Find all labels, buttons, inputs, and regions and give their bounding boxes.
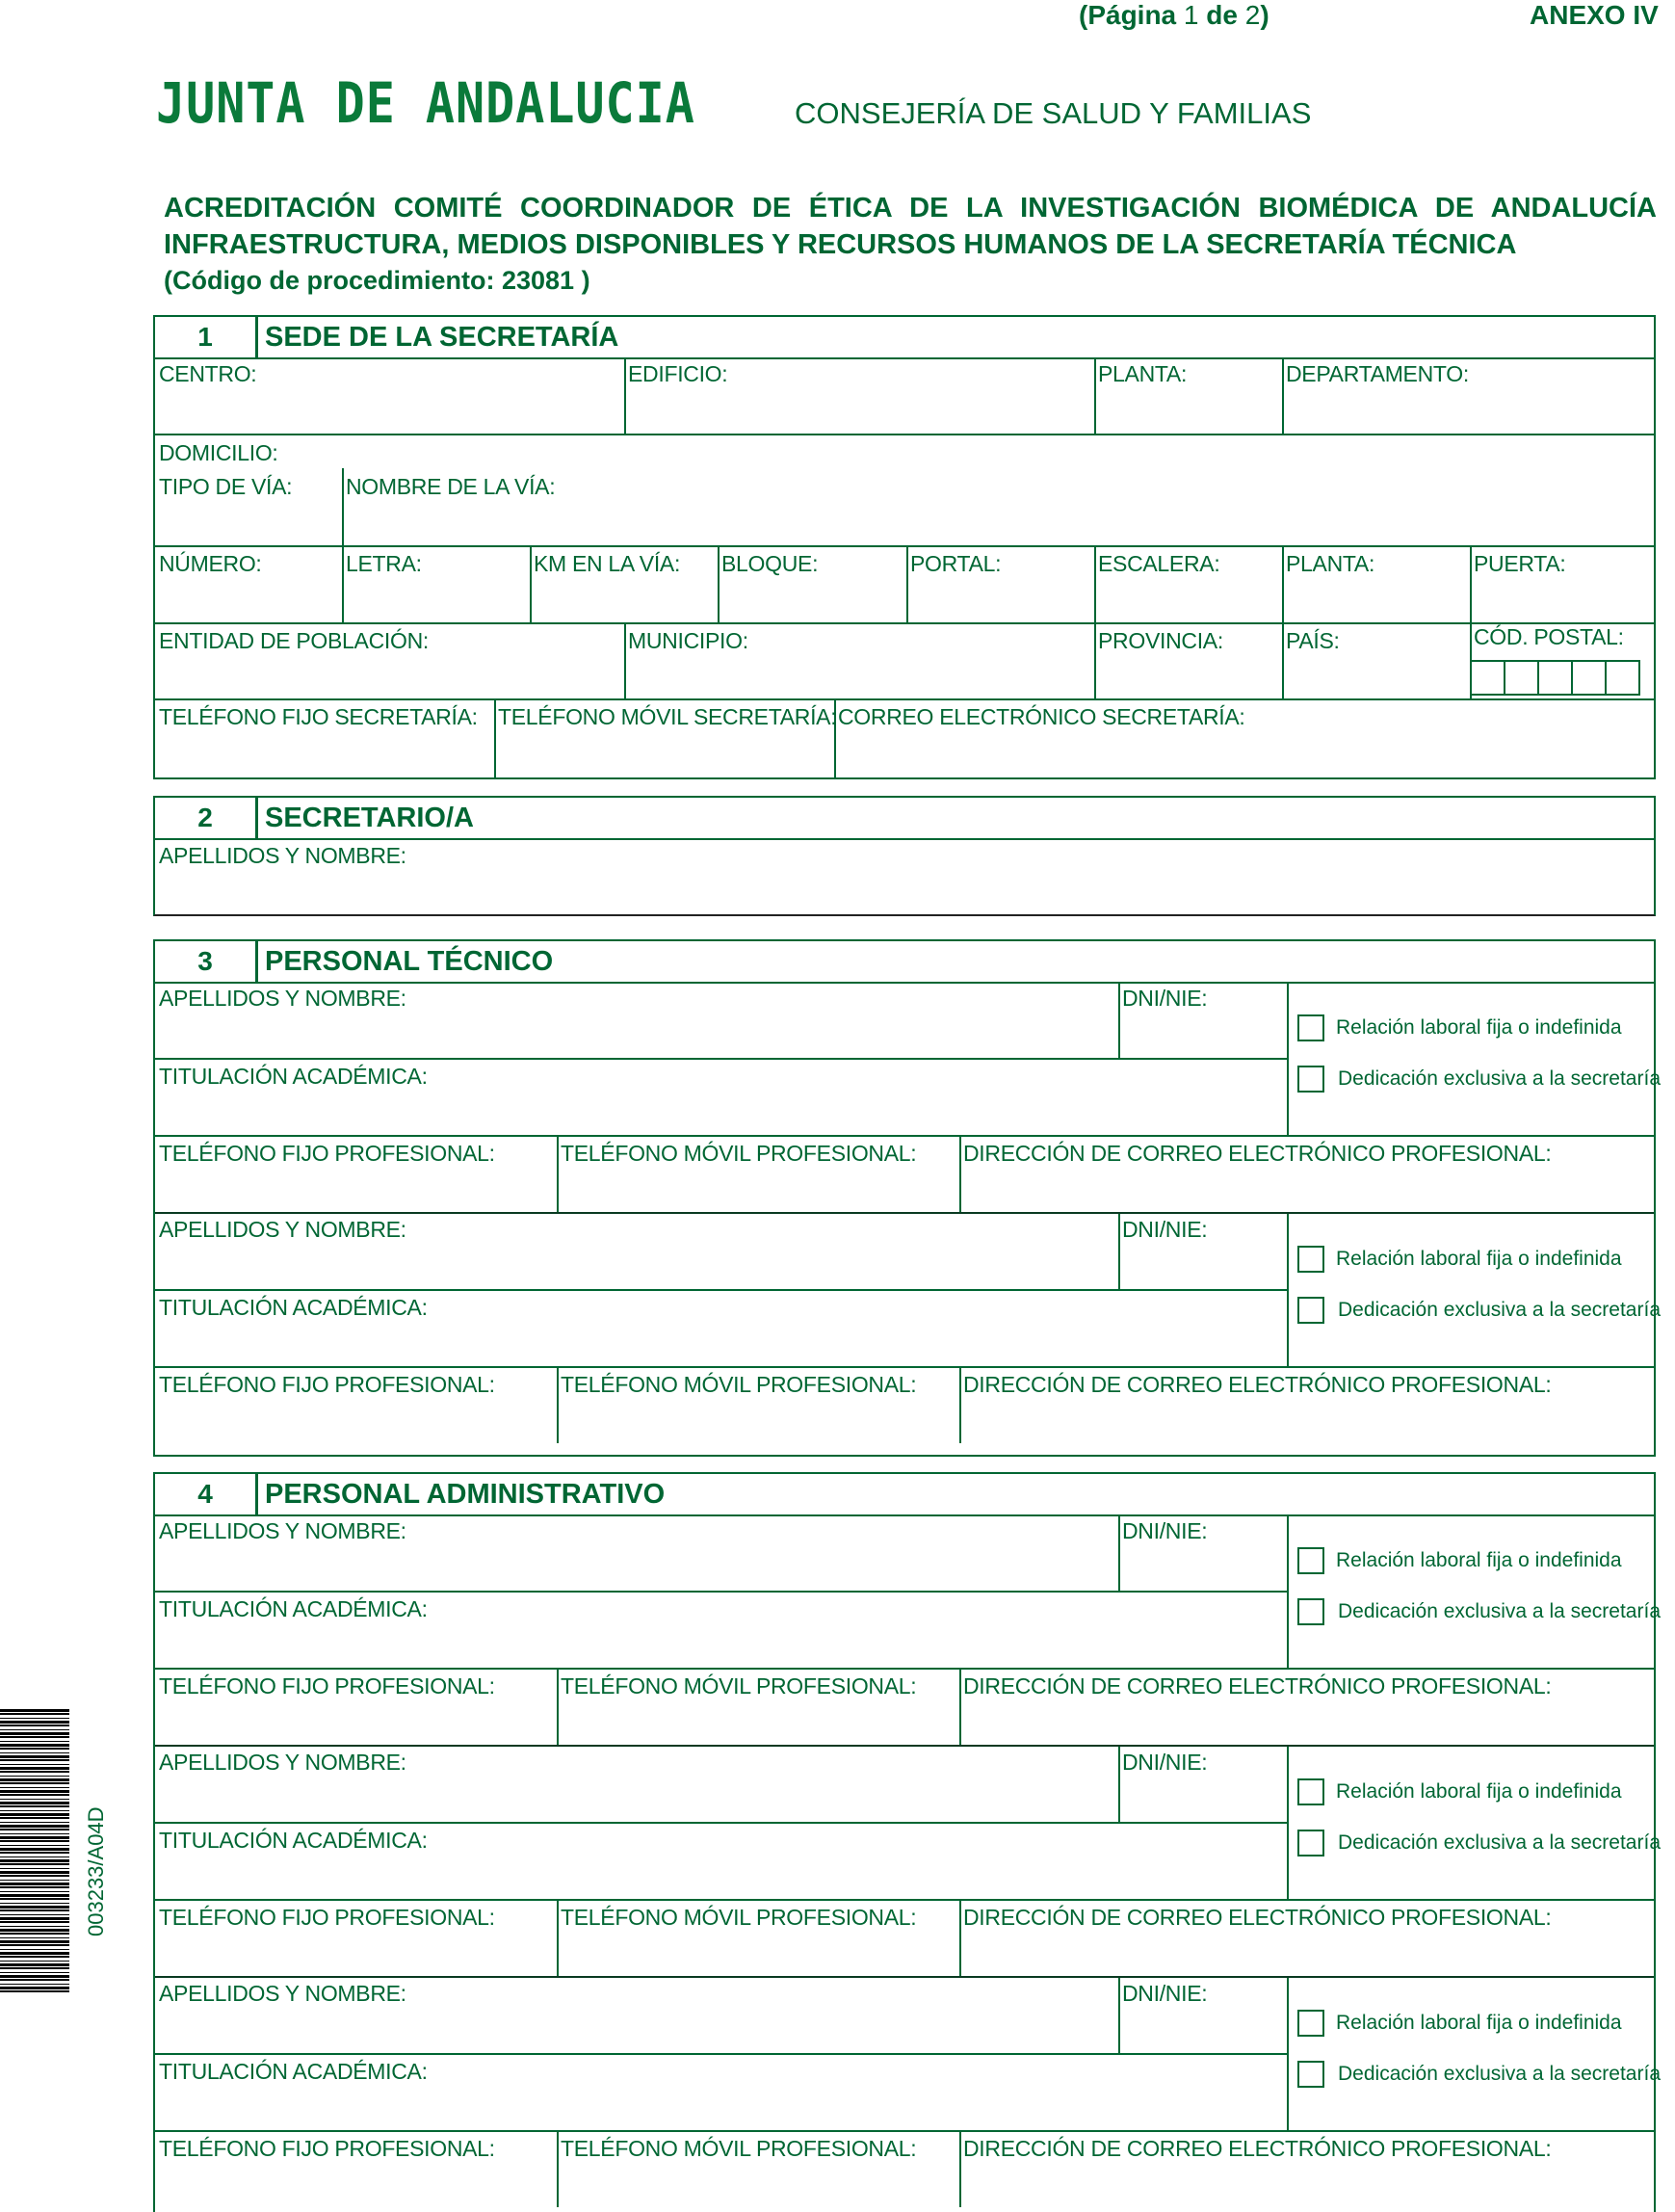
telefono-fijo-profesional-field[interactable] — [155, 1135, 557, 1212]
field-label: PORTAL: — [910, 551, 1002, 576]
person-block — [155, 983, 1661, 1214]
section-number: 2 — [155, 798, 258, 838]
telefono-movil-profesional-field[interactable] — [557, 1899, 959, 1976]
checkbox-label: Relación laboral fija o indefinida — [1336, 2012, 1622, 2034]
checkbox-label: Relación laboral fija o indefinida — [1336, 1016, 1622, 1039]
telefono-fijo-profesional-field[interactable] — [155, 1899, 557, 1976]
telefono-movil-profesional-field[interactable] — [557, 2130, 959, 2207]
field-label: DEPARTAMENTO: — [1286, 361, 1469, 386]
dedicacion-exclusiva-checkbox[interactable] — [1297, 1297, 1324, 1324]
page-of: de — [1206, 0, 1238, 30]
telefono-fijo-secretaria-field[interactable] — [155, 698, 494, 777]
field-label: CÓD. POSTAL: — [1474, 624, 1624, 649]
page-total: 2 — [1244, 0, 1261, 30]
checkbox-label: Relación laboral fija o indefinida — [1336, 1549, 1622, 1571]
field-label: PROVINCIA: — [1098, 628, 1223, 653]
field-label: MUNICIPIO: — [628, 628, 748, 653]
section-header — [155, 941, 1654, 984]
field-label: DNI/NIE: — [1122, 1518, 1208, 1543]
cp-digit-box[interactable] — [1537, 660, 1573, 696]
checkbox-label: Relación laboral fija o indefinida — [1336, 1248, 1622, 1270]
section-number: 4 — [155, 1474, 258, 1514]
field-label: DIRECCIÓN DE CORREO ELECTRÓNICO PROFESIONAL: — [963, 1141, 1552, 1166]
field-label: TELÉFONO FIJO SECRETARÍA: — [159, 704, 478, 729]
tipo-via-field[interactable] — [155, 468, 342, 545]
planta2-field[interactable] — [1282, 545, 1470, 622]
correo-profesional-field[interactable] — [959, 1899, 1654, 1976]
numero-field[interactable] — [155, 545, 342, 622]
field-label: CENTRO: — [159, 361, 257, 386]
field-label: DIRECCIÓN DE CORREO ELECTRÓNICO PROFESIONAL: — [963, 1372, 1552, 1397]
titulacion-field[interactable] — [155, 1289, 1287, 1366]
field-label: DIRECCIÓN DE CORREO ELECTRÓNICO PROFESIONAL: — [963, 2136, 1552, 2161]
section-header — [155, 1474, 1654, 1516]
field-label: DIRECCIÓN DE CORREO ELECTRÓNICO PROFESIONAL: — [963, 1673, 1552, 1698]
field-label: NÚMERO: — [159, 551, 262, 576]
dedicacion-exclusiva-checkbox[interactable] — [1297, 1066, 1324, 1093]
field-label: PUERTA: — [1474, 551, 1566, 576]
correo-profesional-field[interactable] — [959, 1366, 1654, 1443]
field-label: PLANTA: — [1286, 551, 1375, 576]
correo-profesional-field[interactable] — [959, 1135, 1654, 1212]
correo-profesional-field[interactable] — [959, 2130, 1654, 2207]
field-label: TITULACIÓN ACADÉMICA: — [159, 1828, 428, 1853]
telefono-movil-profesional-field[interactable] — [557, 1135, 959, 1212]
apellidos-nombre-field[interactable] — [155, 1214, 1118, 1289]
dedicacion-exclusiva-checkbox[interactable] — [1297, 1830, 1324, 1856]
domicilio-label — [155, 434, 444, 468]
field-label: DIRECCIÓN DE CORREO ELECTRÓNICO PROFESIONAL: — [963, 1905, 1552, 1930]
anexo-label: ANEXO IV — [1530, 0, 1659, 30]
page-prefix: (Página — [1079, 0, 1177, 30]
document-code: 003233/A04D — [84, 1806, 108, 1936]
field-label: TELÉFONO MÓVIL PROFESIONAL: — [561, 2136, 917, 2161]
field-label: TELÉFONO MÓVIL PROFESIONAL: — [561, 1673, 917, 1698]
apellidos-nombre-field[interactable] — [155, 983, 1118, 1058]
codigo-postal-field[interactable] — [1470, 622, 1654, 698]
field-label: APELLIDOS Y NOMBRE: — [159, 843, 406, 868]
pais-field[interactable] — [1282, 622, 1470, 698]
departamento-field[interactable] — [1282, 358, 1654, 434]
titulacion-field[interactable] — [155, 2053, 1287, 2130]
telefono-fijo-profesional-field[interactable] — [155, 1668, 557, 1745]
telefono-fijo-profesional-field[interactable] — [155, 2130, 557, 2207]
checkbox-label: Dedicación exclusiva a la secretaría — [1338, 2063, 1661, 2085]
field-label: TELÉFONO MÓVIL PROFESIONAL: — [561, 1905, 917, 1930]
field-label: APELLIDOS Y NOMBRE: — [159, 1981, 406, 2006]
field-label: TITULACIÓN ACADÉMICA: — [159, 1596, 428, 1621]
checkbox-label: Dedicación exclusiva a la secretaría — [1338, 1831, 1661, 1854]
consejeria-name: CONSEJERÍA DE SALUD Y FAMILIAS — [795, 96, 1312, 130]
field-label: TELÉFONO FIJO PROFESIONAL: — [159, 1905, 495, 1930]
section-personal-tecnico — [153, 939, 1661, 1457]
page-indicator — [1079, 0, 1269, 31]
section-header — [155, 798, 1654, 840]
cp-digit-box[interactable] — [1504, 660, 1539, 696]
municipio-field[interactable] — [624, 622, 1094, 698]
junta-logo: JUNTA DE ANDALUCIA — [156, 71, 695, 136]
section-number: 3 — [155, 941, 258, 982]
field-label: LETRA: — [346, 551, 422, 576]
section-title: PERSONAL ADMINISTRATIVO — [265, 1479, 666, 1510]
field-label: TELÉFONO FIJO PROFESIONAL: — [159, 2136, 495, 2161]
dni-nie-field[interactable] — [1118, 1214, 1287, 1289]
field-label: TELÉFONO FIJO PROFESIONAL: — [159, 1372, 495, 1397]
section-sede — [153, 315, 1656, 779]
checkbox-label: Relación laboral fija o indefinida — [1336, 1780, 1622, 1803]
km-via-field[interactable] — [530, 545, 718, 622]
field-label: TELÉFONO MÓVIL SECRETARÍA: — [498, 704, 837, 729]
field-label: KM EN LA VÍA: — [534, 551, 681, 576]
dedicacion-exclusiva-checkbox[interactable] — [1297, 2061, 1324, 2088]
barcode-image — [0, 1709, 69, 1998]
field-label: APELLIDOS Y NOMBRE: — [159, 1217, 406, 1242]
field-label: TELÉFONO MÓVIL PROFESIONAL: — [561, 1372, 917, 1397]
section-title: SEDE DE LA SECRETARÍA — [265, 322, 619, 353]
section-secretario — [153, 796, 1656, 916]
codigo-postal-boxes[interactable] — [1470, 660, 1638, 696]
field-label: TELÉFONO FIJO PROFESIONAL: — [159, 1673, 495, 1698]
person-block — [155, 1747, 1661, 1978]
telefono-movil-secretaria-field[interactable] — [494, 698, 837, 777]
field-label: PAÍS: — [1286, 628, 1340, 653]
field-label: BLOQUE: — [721, 551, 819, 576]
field-label: TIPO DE VÍA: — [159, 474, 293, 499]
titulacion-field[interactable] — [155, 1591, 1287, 1668]
person-block — [155, 1214, 1661, 1445]
dni-nie-field[interactable] — [1118, 1747, 1287, 1822]
field-label: TITULACIÓN ACADÉMICA: — [159, 1064, 428, 1089]
bloque-field[interactable] — [718, 545, 906, 622]
portal-field[interactable] — [906, 545, 1094, 622]
relacion-laboral-checkbox[interactable] — [1297, 1547, 1324, 1574]
person-block — [155, 1515, 1661, 1747]
telefono-fijo-profesional-field[interactable] — [155, 1366, 557, 1443]
centro-field[interactable] — [155, 358, 624, 434]
planta-field[interactable] — [1094, 358, 1282, 434]
relacion-laboral-checkbox[interactable] — [1297, 2010, 1324, 2037]
correo-profesional-field[interactable] — [959, 1668, 1654, 1745]
relacion-laboral-checkbox[interactable] — [1297, 1778, 1324, 1805]
field-label: PLANTA: — [1098, 361, 1188, 386]
dni-nie-field[interactable] — [1118, 1978, 1287, 2053]
field-label: APELLIDOS Y NOMBRE: — [159, 986, 406, 1011]
correo-secretaria-field[interactable] — [834, 698, 1654, 777]
field-label: DNI/NIE: — [1122, 1750, 1208, 1775]
apellidos-nombre-field[interactable] — [155, 1747, 1118, 1822]
field-label: TITULACIÓN ACADÉMICA: — [159, 2059, 428, 2084]
checkbox-label: Dedicación exclusiva a la secretaría — [1338, 1600, 1661, 1622]
field-label: DNI/NIE: — [1122, 1217, 1208, 1242]
field-label: TELÉFONO FIJO PROFESIONAL: — [159, 1141, 495, 1166]
form-title-line-1: ACREDITACIÓN COMITÉ COORDINADOR DE ÉTICA DE LA INVESTIGACIÓN BIOMÉDICA DE ANDALUCÍA — [164, 193, 1657, 224]
section-header — [155, 317, 1654, 359]
field-label: NOMBRE DE LA VÍA: — [346, 474, 556, 499]
entidad-poblacion-field[interactable] — [155, 622, 624, 698]
puerta-field[interactable] — [1470, 545, 1654, 622]
checkbox-label: Dedicación exclusiva a la secretaría — [1338, 1067, 1661, 1090]
dedicacion-exclusiva-checkbox[interactable] — [1297, 1598, 1324, 1625]
cp-digit-box[interactable] — [1571, 660, 1607, 696]
telefono-movil-profesional-field[interactable] — [557, 1668, 959, 1745]
letra-field[interactable] — [342, 545, 530, 622]
escalera-field[interactable] — [1094, 545, 1282, 622]
apellidos-nombre-field[interactable] — [155, 1515, 1118, 1591]
dni-nie-field[interactable] — [1118, 1515, 1287, 1591]
field-label: DOMICILIO: — [159, 440, 278, 465]
apellidos-nombre-field[interactable] — [155, 1978, 1118, 2053]
section-personal-administrativo — [153, 1472, 1661, 2212]
field-label: TITULACIÓN ACADÉMICA: — [159, 1295, 428, 1320]
section-number: 1 — [155, 317, 258, 357]
titulacion-field[interactable] — [155, 1822, 1287, 1899]
field-label: CORREO ELECTRÓNICO SECRETARÍA: — [838, 704, 1245, 729]
relacion-laboral-checkbox[interactable] — [1297, 1014, 1324, 1041]
procedure-code: (Código de procedimiento: 23081 ) — [164, 266, 590, 295]
section-title: PERSONAL TÉCNICO — [265, 946, 554, 977]
cp-digit-box[interactable] — [1470, 660, 1505, 696]
page-suffix: ) — [1260, 0, 1269, 30]
page-number: 1 — [1183, 0, 1199, 30]
field-label: ESCALERA: — [1098, 551, 1220, 576]
field-label: TELÉFONO MÓVIL PROFESIONAL: — [561, 1141, 917, 1166]
provincia-field[interactable] — [1094, 622, 1282, 698]
telefono-movil-profesional-field[interactable] — [557, 1366, 959, 1443]
titulacion-field[interactable] — [155, 1058, 1287, 1135]
field-label: APELLIDOS Y NOMBRE: — [159, 1518, 406, 1543]
nombre-via-field[interactable] — [342, 468, 1654, 545]
section-title: SECRETARIO/A — [265, 803, 474, 833]
field-label: DNI/NIE: — [1122, 986, 1208, 1011]
cp-digit-box[interactable] — [1605, 660, 1640, 696]
checkbox-label: Dedicación exclusiva a la secretaría — [1338, 1299, 1661, 1321]
person-block — [155, 1978, 1661, 2209]
field-label: APELLIDOS Y NOMBRE: — [159, 1750, 406, 1775]
secretario-apellidos-field[interactable] — [155, 839, 1654, 914]
form-title-line-2: INFRAESTRUCTURA, MEDIOS DISPONIBLES Y RECURSOS HUMANOS DE LA SECRETARÍA TÉCNICA — [164, 229, 1517, 260]
field-label: ENTIDAD DE POBLACIÓN: — [159, 628, 429, 653]
edificio-field[interactable] — [624, 358, 1094, 434]
dni-nie-field[interactable] — [1118, 983, 1287, 1058]
relacion-laboral-checkbox[interactable] — [1297, 1246, 1324, 1273]
field-label: DNI/NIE: — [1122, 1981, 1208, 2006]
field-label: EDIFICIO: — [628, 361, 728, 386]
